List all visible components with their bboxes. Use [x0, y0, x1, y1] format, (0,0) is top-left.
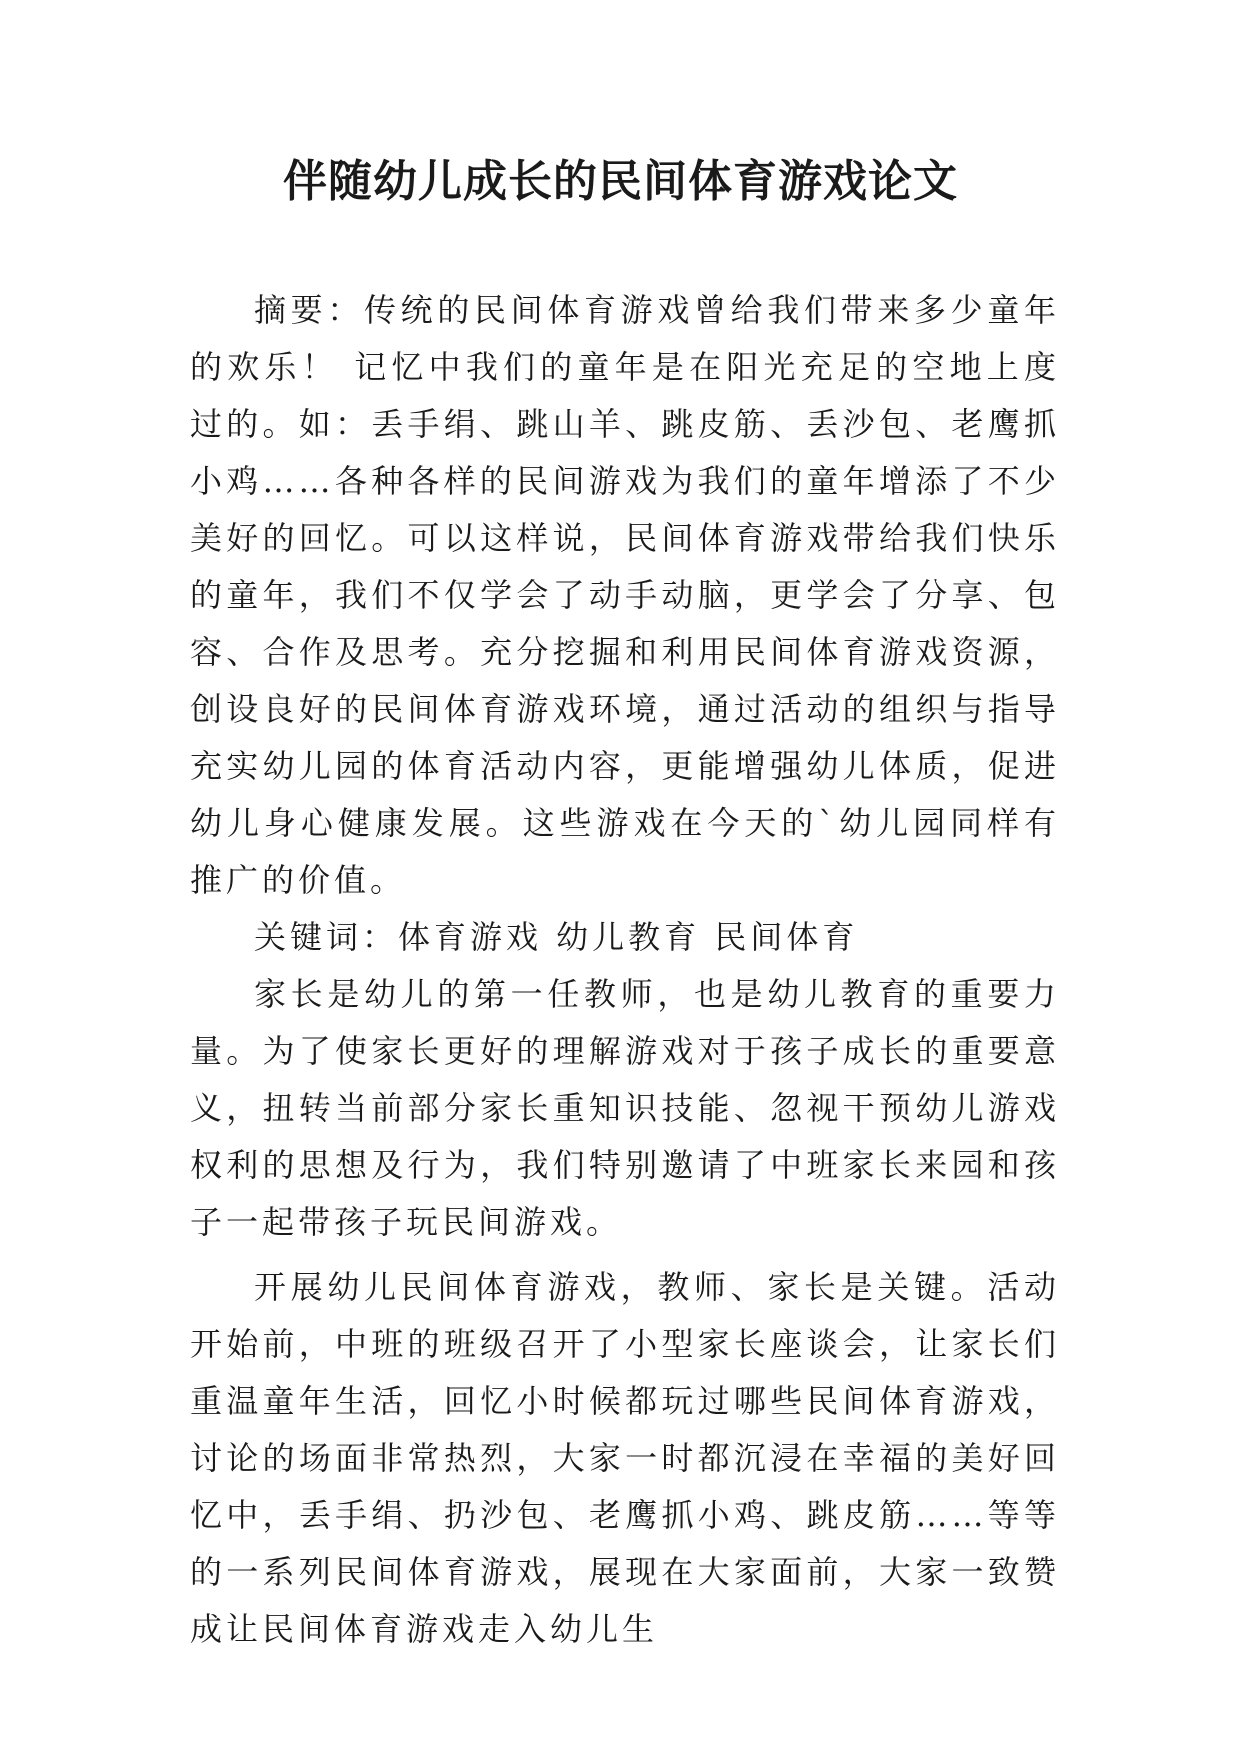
- document-title: 伴随幼儿成长的民间体育游戏论文: [283, 156, 958, 207]
- abstract-paragraph: 摘要：传统的民间体育游戏曾给我们带来多少童年的欢乐！ 记忆中我们的童年是在阳光充足的空地上度过的。如：丢手绢、跳山羊、跳皮筋、丢沙包、老鹰抓小鸡……各种各样的民间游戏为我们的童年增添了不少美好的回忆。可以这样说，民间体育游戏带给我们快乐的童年，我们不仅学会了动手动脑，更学会了分享、包容、合作及思考。充分挖掘和利用民间体育游戏资源，创设良好的民间体育游戏环境，通过活动的组织与指导充实幼儿园的体育活动内容，更能增强幼儿体质，促进幼儿身心健康发展。这些游戏在今天的`幼儿园同样有推广的价值。: [190, 291, 1060, 899]
- document-body: [190, 282, 1060, 1658]
- body-paragraph: 家长是幼儿的第一任教师，也是幼儿教育的重要力量。为了使家长更好的理解游戏对于孩子成长的重要意义，扭转当前部分家长重知识技能、忽视干预幼儿游戏权利的思想及行为，我们特别邀请了中班家长来园和孩子一起带孩子玩民间游戏。: [190, 975, 1060, 1241]
- body-paragraph: 开展幼儿民间体育游戏，教师、家长是关键。活动开始前，中班的班级召开了小型家长座谈会，让家长们重温童年生活，回忆小时候都玩过哪些民间体育游戏，讨论的场面非常热烈，大家一时都沉浸在幸福的美好回忆中，丢手绢、扔沙包、老鹰抓小鸡、跳皮筋……等等的一系列民间体育游戏，展现在大家面前，大家一致赞成让民间体育游戏走入幼儿生: [190, 1268, 1060, 1648]
- keywords-paragraph: 关键词：体育游戏 幼儿教育 民间体育: [254, 918, 859, 956]
